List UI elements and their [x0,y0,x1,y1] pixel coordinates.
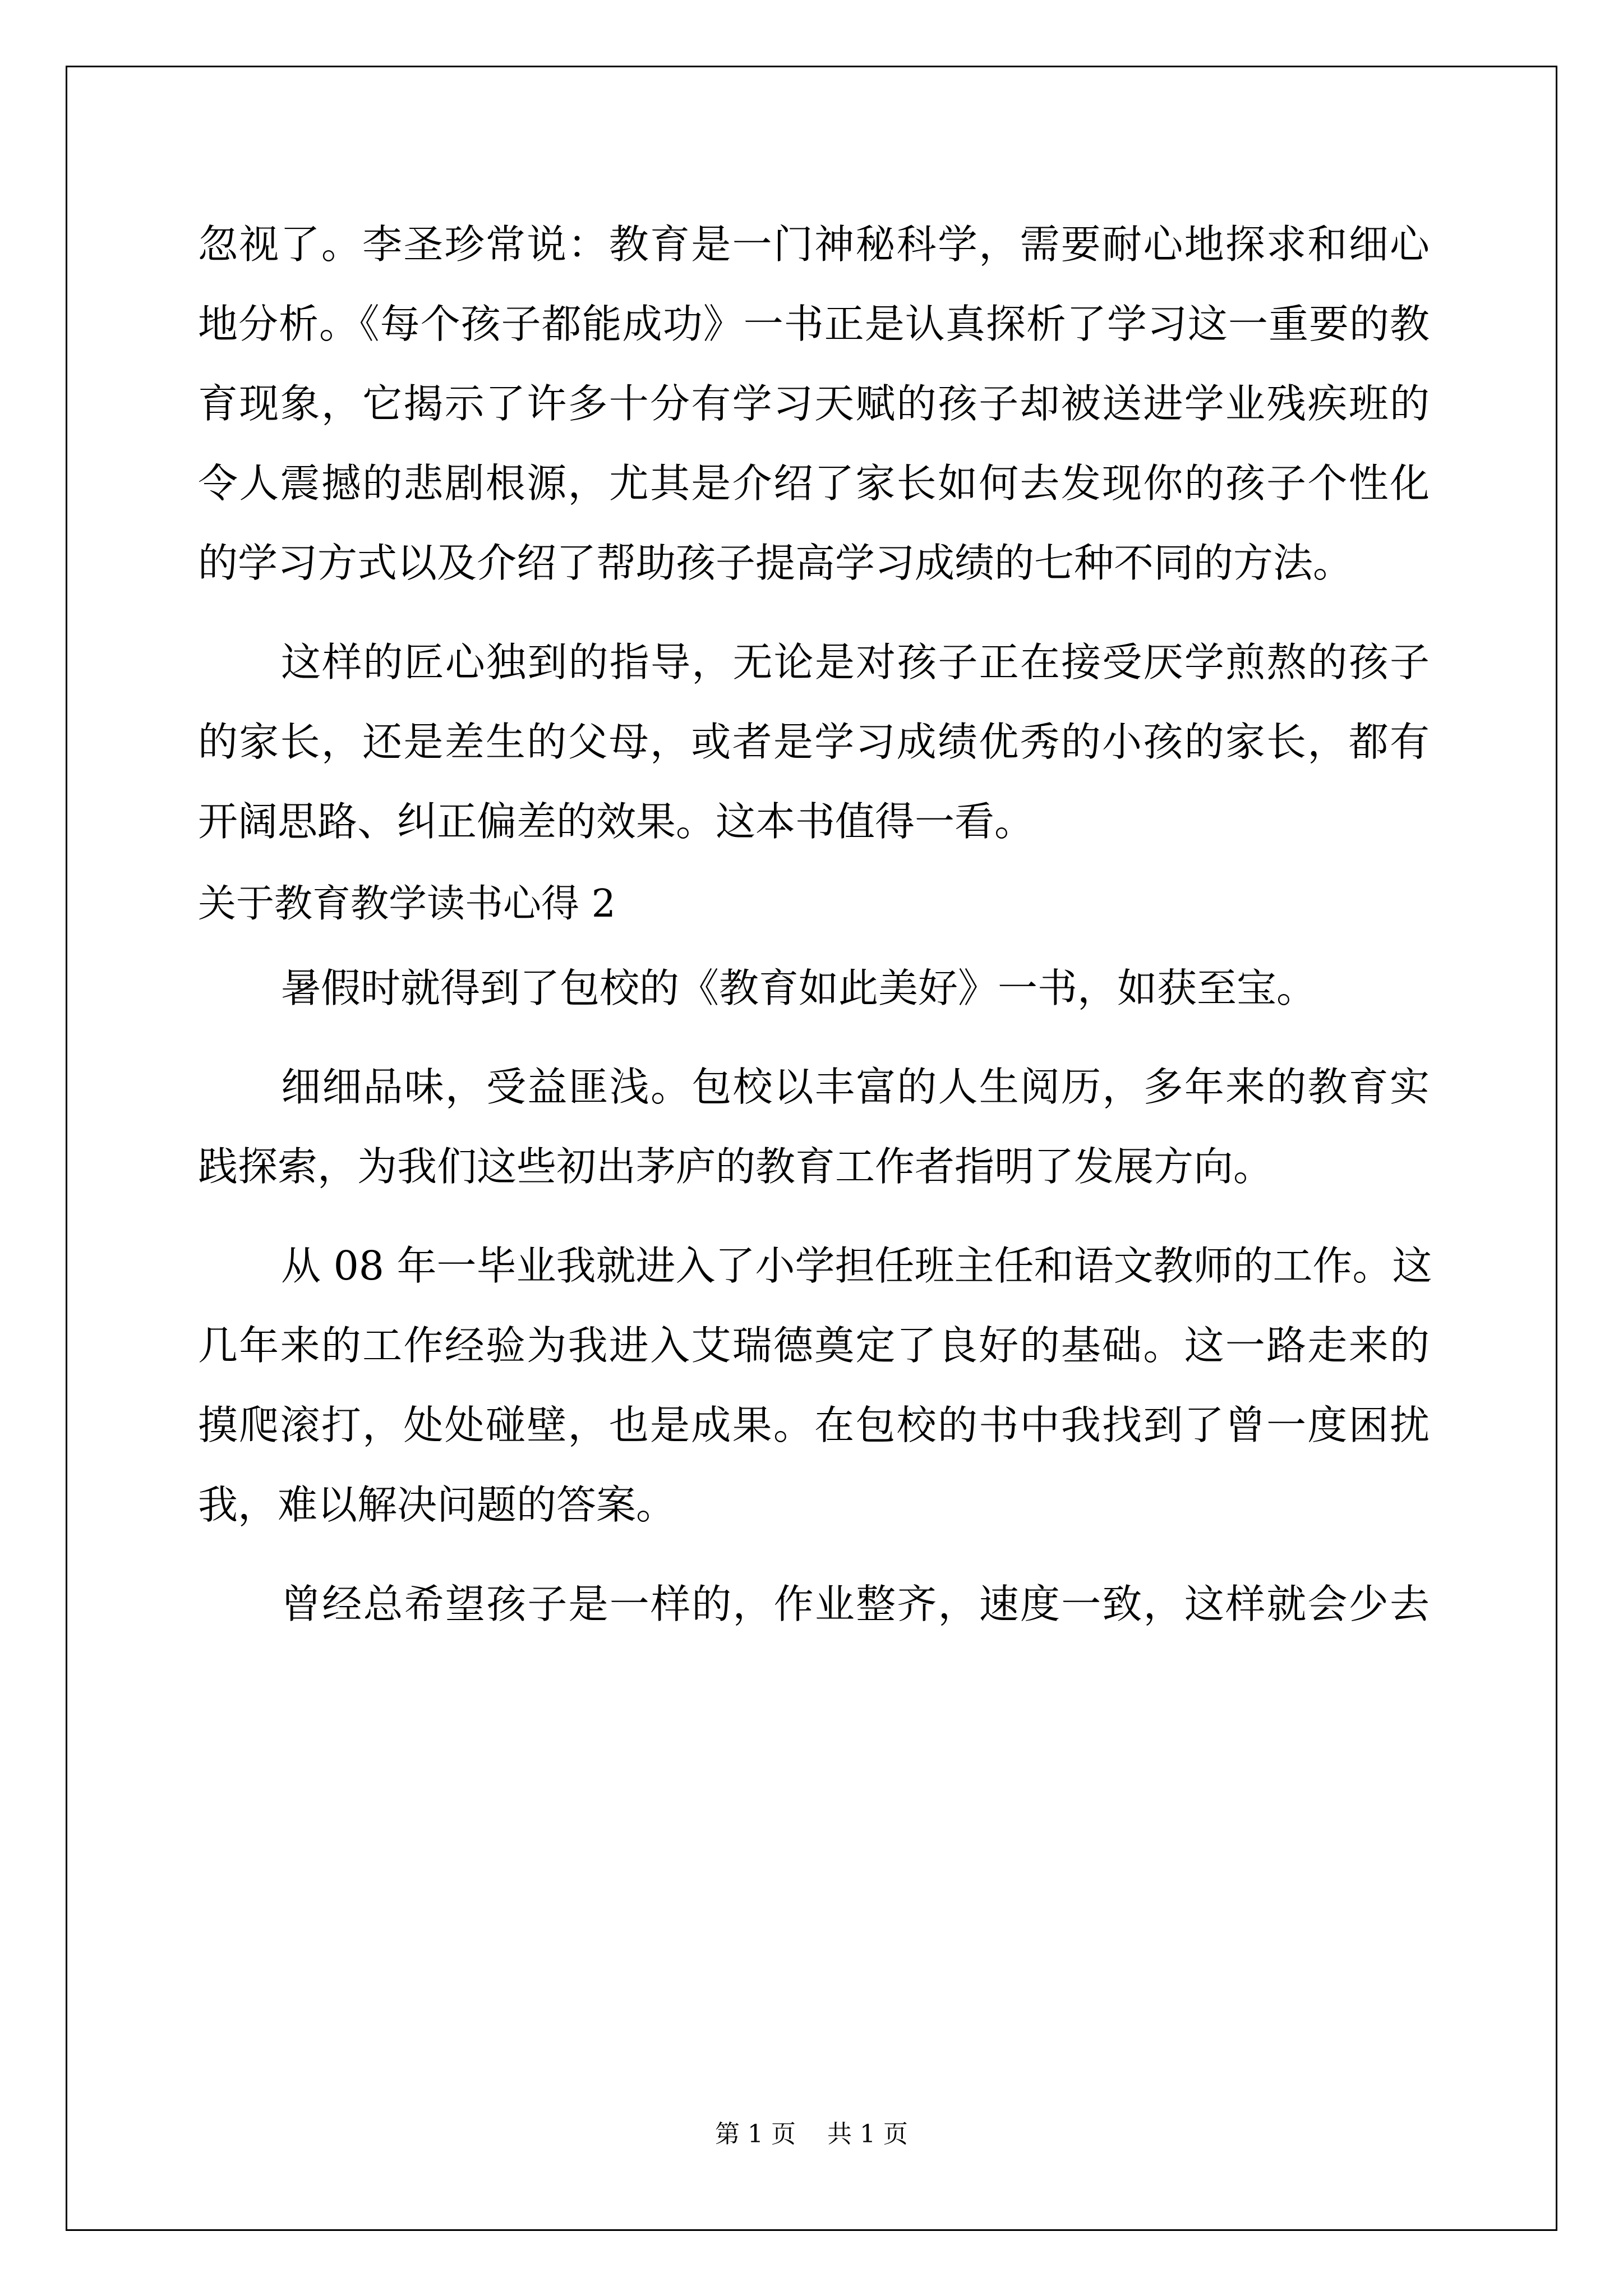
section-heading: 关于教育教学读书心得 2 [198,882,616,926]
text-line: 的学习方式以及介绍了帮助孩子提高学习成绩的七种不同的方法。 [198,540,1353,586]
text-line: 我，难以解决问题的答案。 [198,1481,676,1528]
text-line: 开阔思路、纠正偏差的效果。这本书值得一看。 [198,798,1035,845]
paragraph-first-line: 从 08 年一毕业我就进入了小学担任班主任和语文教师的工作。这 [281,1243,1432,1289]
page-number-footer: 第 1 页 共 1 页 [715,2120,908,2148]
text-line: 践探索，为我们这些初出茅庐的教育工作者指明了发展方向。 [198,1143,1274,1190]
text-line: 育现象，它揭示了许多十分有学习天赋的孩子却被送进学业残疾班的 [198,380,1430,427]
text-line: 地分析。《每个孩子都能成功》一书正是认真探析了学习这一重要的教 [198,301,1430,347]
paragraph-first-line: 这样的匠心独到的指导，无论是对孩子正在接受厌学煎熬的孩子 [281,639,1430,685]
text-line: 的家长，还是差生的父母，或者是学习成绩优秀的小孩的家长，都有 [198,719,1430,765]
text-line: 几年来的工作经验为我进入艾瑞德奠定了良好的基础。这一路走来的 [198,1322,1430,1369]
text-line: 忽视了。李圣珍常说：教育是一门神秘科学，需要耐心地探求和细心 [198,221,1430,268]
text-line: 令人震撼的悲剧根源，尤其是介绍了家长如何去发现你的孩子个性化 [198,460,1430,507]
text-line: 摸爬滚打，处处碰壁，也是成果。在包校的书中我找到了曾一度困扰 [198,1402,1430,1448]
paragraph-first-line: 暑假时就得到了包校的《教育如此美好》一书，如获至宝。 [281,965,1317,1011]
paragraph-first-line: 细细品味，受益匪浅。包校以丰富的人生阅历，多年来的教育实 [281,1064,1430,1110]
paragraph-first-line: 曾经总希望孩子是一样的，作业整齐，速度一致，这样就会少去 [281,1581,1430,1627]
